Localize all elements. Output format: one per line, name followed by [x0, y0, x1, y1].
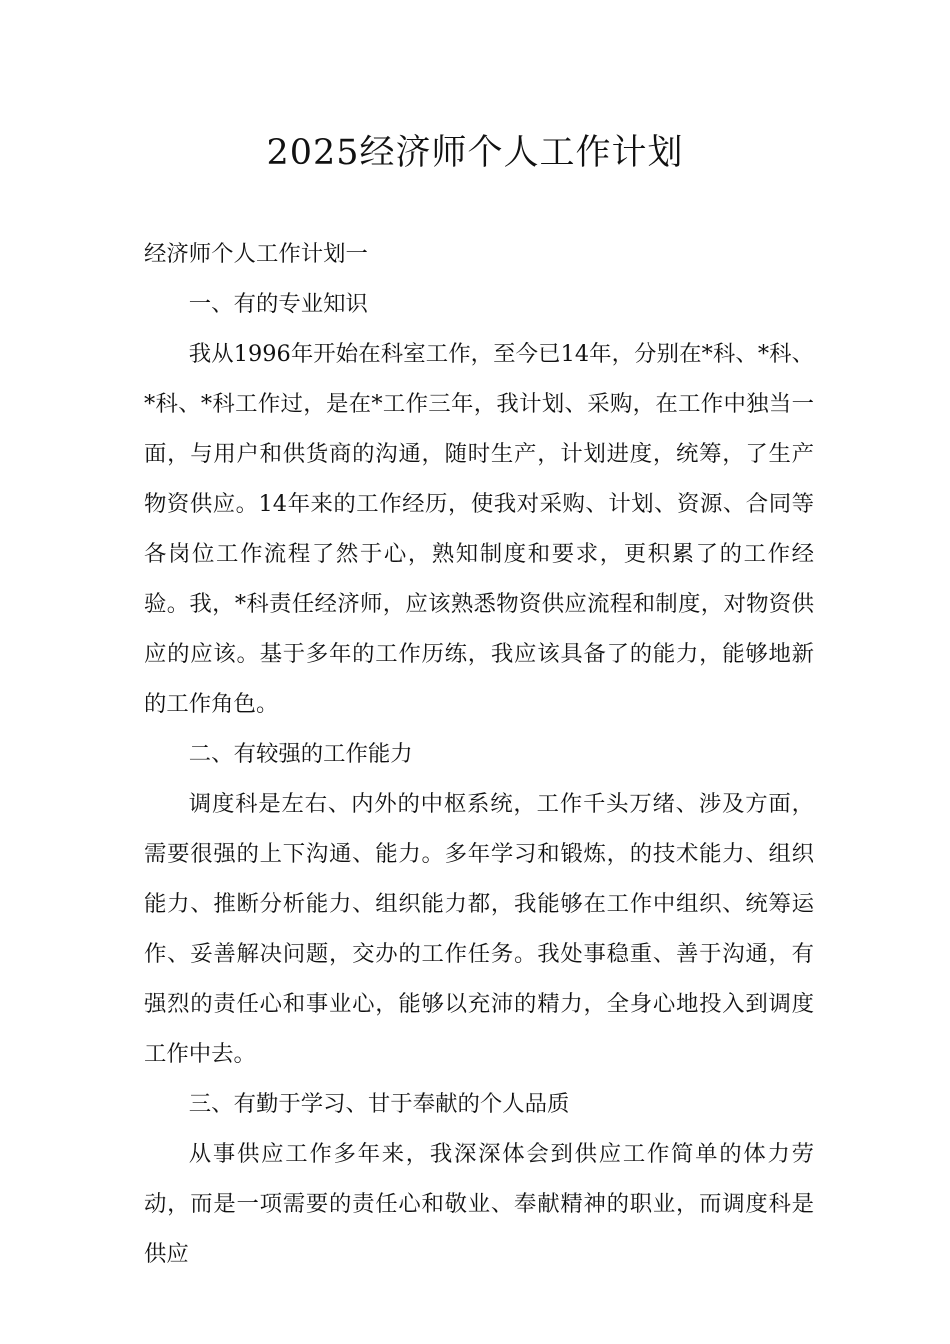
body-paragraph-1: 我从1996年开始在科室工作，至今已14年，分别在*科、*科、*科、*科工作过，是在*工作三年，我计划、采购，在工作中独当一面，与用户和供货商的沟通，随时生产，计划进度，统筹，了生产物资供应。14年来的工作经历，使我对采购、计划、资源、合同等各岗位工作流程了然于心，熟知制度和要求，更积累了的工作经验。我，*科责任经济师，应该熟悉物资供应流程和制度，对物资供应的应该。基于多年的工作历练，我应该具备了的能力，能够地新的工作角色。 — [144, 341, 814, 717]
section-heading-1: 一、有的专业知识 — [188, 291, 368, 317]
document-title: 2025经济师个人工作计划 — [266, 133, 684, 173]
document-body — [144, 229, 814, 1279]
section-heading-2: 二、有较强的工作能力 — [188, 741, 413, 767]
body-paragraph-2: 调度科是左右、内外的中枢系统，工作千头万绪、涉及方面，需要很强的上下沟通、能力。多年学习和锻炼，的技术能力、组织能力、推断分析能力、组织能力都，我能够在工作中组织、统筹运作、妥善解决问题，交办的工作任务。我处事稳重、善于沟通，有强烈的责任心和事业心，能够以充沛的精力，全身心地投入到调度工作中去。 — [144, 791, 814, 1067]
section-heading-3: 三、有勤于学习、甘于奉献的个人品质 — [188, 1091, 570, 1117]
plan-subtitle: 经济师个人工作计划一 — [144, 241, 368, 267]
body-paragraph-3: 从事供应工作多年来，我深深体会到供应工作简单的体力劳动，而是一项需要的责任心和敬业、奉献精神的职业，而调度科是供应 — [144, 1141, 814, 1267]
